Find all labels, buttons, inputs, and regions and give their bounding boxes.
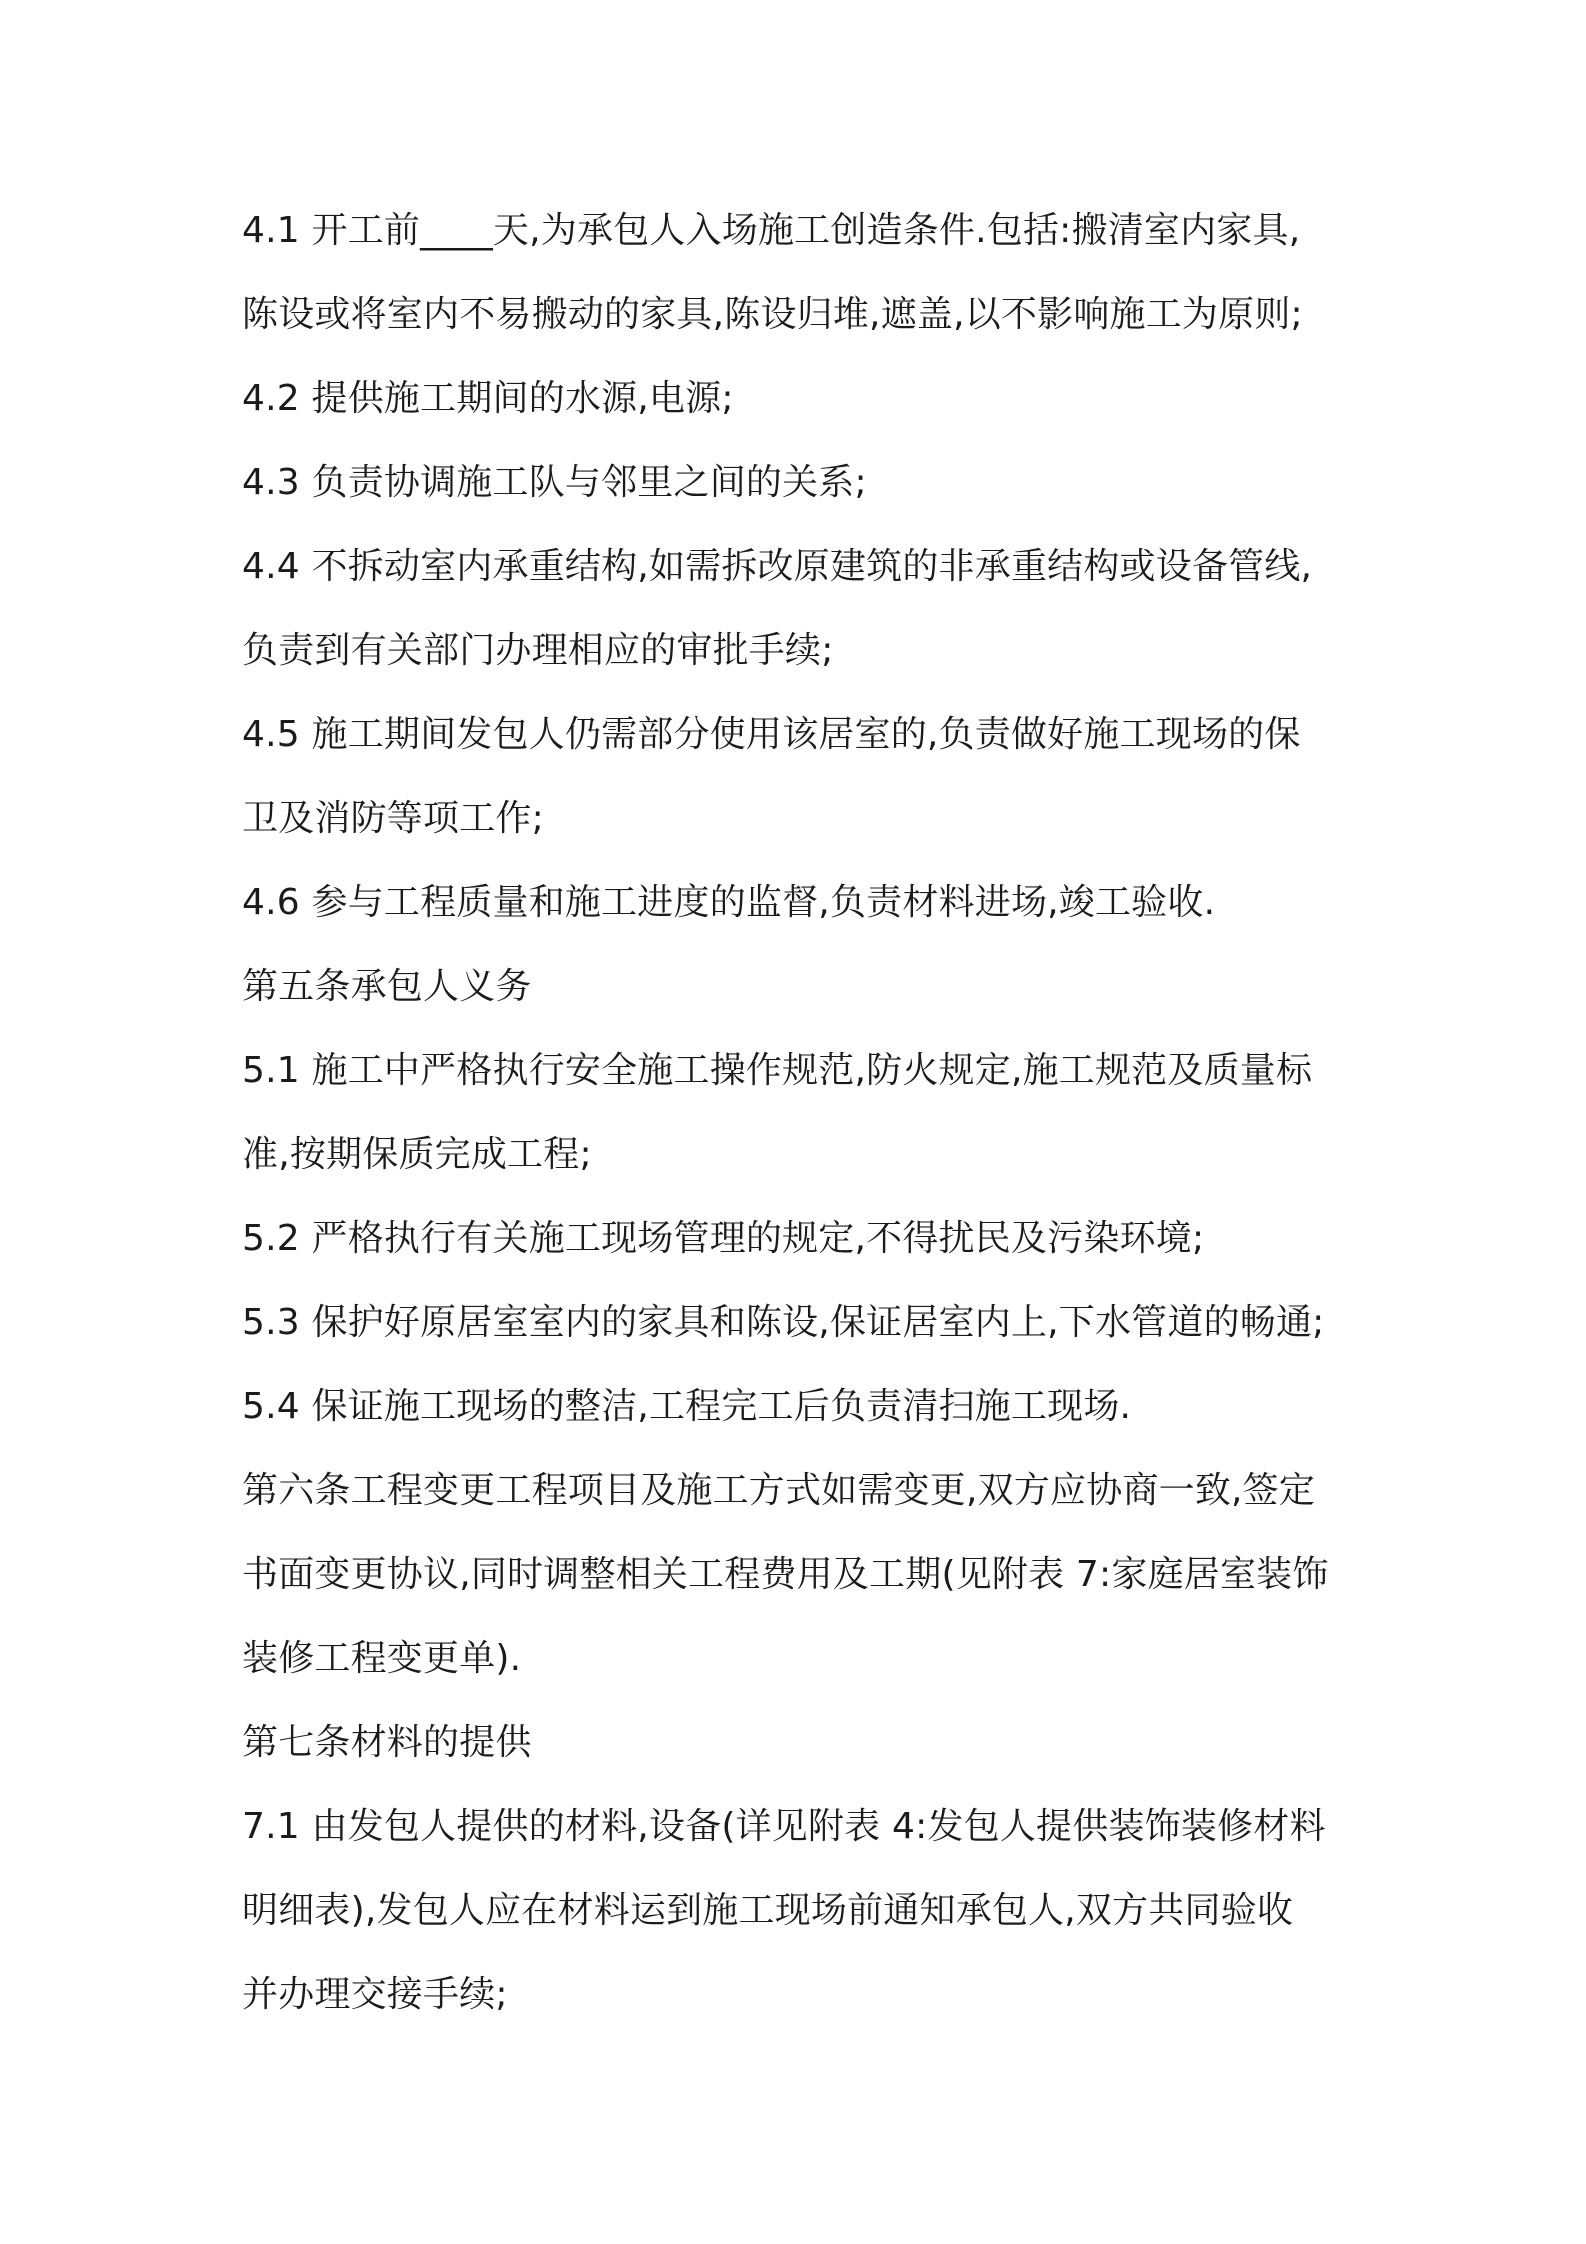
text-line: 5.3 保护好原居室室内的家具和陈设,保证居室内上,下水管道的畅通;: [242, 1302, 1325, 1343]
text-line: 卫及消防等项工作;: [242, 798, 544, 839]
article-7-heading: [242, 1701, 1542, 1785]
text-line: 5.1 施工中严格执行安全施工操作规范,防火规定,施工规范及质量标: [242, 1050, 1313, 1091]
text-line: 陈设或将室内不易搬动的家具,陈设归堆,遮盖,以不影响施工为原则;: [242, 294, 1303, 335]
text-line: 装修工程变更单).: [242, 1638, 522, 1679]
text-line: 5.2 严格执行有关施工现场管理的规定,不得扰民及污染环境;: [242, 1218, 1205, 1259]
clause-4-1: [242, 189, 1542, 357]
text-line: 4.5 施工期间发包人仍需部分使用该居室的,负责做好施工现场的保: [242, 714, 1301, 755]
clause-4-5: [242, 693, 1542, 861]
section-heading: 第五条承包人义务: [242, 966, 532, 1007]
clause-4-6: [242, 861, 1542, 945]
clause-5-3: [242, 1281, 1542, 1365]
section-heading: 第七条材料的提供: [242, 1722, 532, 1763]
clause-7-1: [242, 1785, 1542, 2037]
text-line: 4.6 参与工程质量和施工进度的监督,负责材料进场,竣工验收.: [242, 882, 1216, 923]
text-line: 4.3 负责协调施工队与邻里之间的关系;: [242, 462, 867, 503]
text-line: 准,按期保质完成工程;: [242, 1134, 592, 1175]
clause-5-4: [242, 1365, 1542, 1449]
clause-5-1: [242, 1029, 1542, 1197]
text-line: 4.4 不拆动室内承重结构,如需拆改原建筑的非承重结构或设备管线,: [242, 546, 1313, 587]
article-5-heading: [242, 945, 1542, 1029]
text-line: 4.1 开工前____天,为承包人入场施工创造条件.包括:搬清室内家具,: [242, 210, 1301, 251]
text-line: 明细表),发包人应在材料运到施工现场前通知承包人,双方共同验收: [242, 1890, 1294, 1931]
clause-4-4: [242, 525, 1542, 693]
clause-4-2: [242, 357, 1542, 441]
text-line: 第六条工程变更工程项目及施工方式如需变更,双方应协商一致,签定: [242, 1470, 1316, 1511]
text-line: 负责到有关部门办理相应的审批手续;: [242, 630, 834, 671]
text-line: 7.1 由发包人提供的材料,设备(详见附表 4:发包人提供装饰装修材料: [242, 1806, 1326, 1847]
clause-5-2: [242, 1197, 1542, 1281]
text-line: 书面变更协议,同时调整相关工程费用及工期(见附表 7:家庭居室装饰: [242, 1554, 1329, 1595]
text-line: 4.2 提供施工期间的水源,电源;: [242, 378, 734, 419]
document-body: [242, 189, 1542, 2037]
text-line: 并办理交接手续;: [242, 1974, 508, 2015]
clause-4-3: [242, 441, 1542, 525]
article-6: [242, 1449, 1542, 1701]
text-line: 5.4 保证施工现场的整洁,工程完工后负责清扫施工现场.: [242, 1386, 1132, 1427]
